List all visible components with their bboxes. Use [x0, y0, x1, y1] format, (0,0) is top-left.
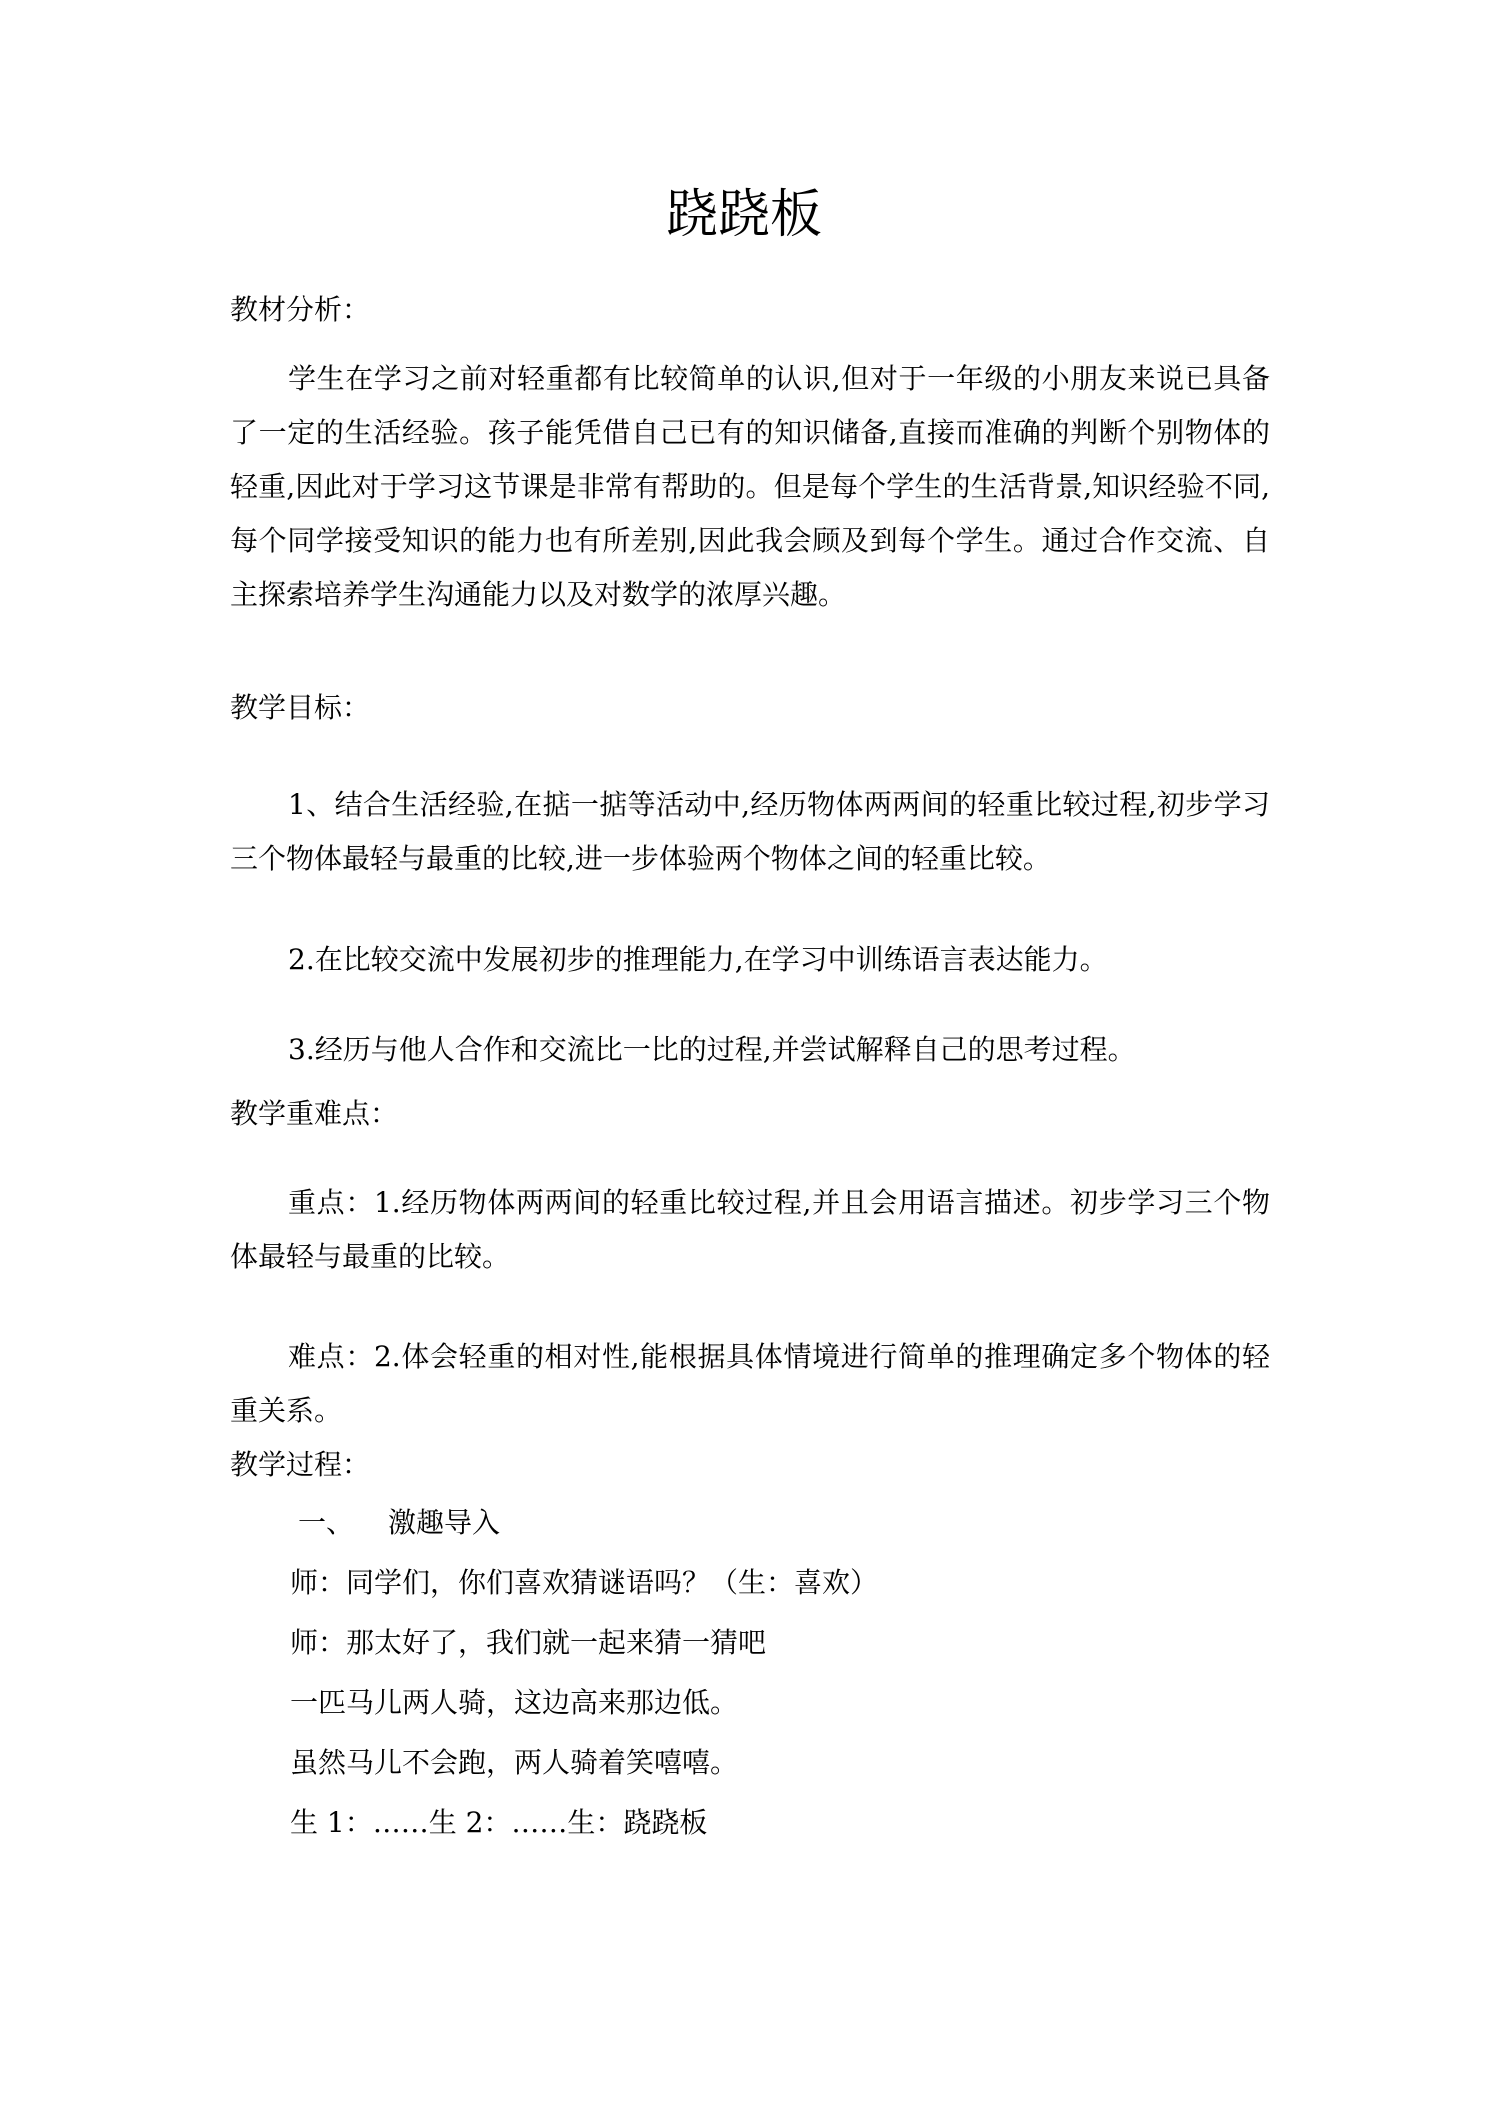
objectives-heading: 教学目标：	[230, 691, 371, 724]
section-number: 一、	[298, 1506, 355, 1539]
objective-item-1: 1、结合生活经验,在掂一掂等活动中,经历物体两两间的轻重比较过程,初步学习三个物体最轻与最重的比较,进一步体验两个物体之间的轻重比较。	[230, 788, 1270, 875]
dialogue-line: 师：同学们，你们喜欢猜谜语吗？（生：喜欢）	[290, 1566, 879, 1599]
difficult-point-paragraph: 难点：2.体会轻重的相对性,能根据具体情境进行简单的推理确定多个物体的轻重关系。	[230, 1340, 1270, 1427]
dialogue-line: 生 1：……生 2：……生：跷跷板	[290, 1806, 708, 1839]
analysis-heading: 教材分析：	[230, 293, 371, 326]
section-title: 激趣导入	[388, 1506, 501, 1539]
process-heading: 教学过程：	[230, 1448, 371, 1481]
objective-item-2: 2.在比较交流中发展初步的推理能力,在学习中训练语言表达能力。	[288, 943, 1108, 976]
page-title: 跷跷板	[665, 185, 822, 245]
objective-item-3: 3.经历与他人合作和交流比一比的过程,并尝试解释自己的思考过程。	[288, 1033, 1136, 1066]
dialogue-line: 师：那太好了，我们就一起来猜一猜吧	[290, 1626, 767, 1659]
key-points-heading: 教学重难点：	[230, 1097, 399, 1130]
key-point-paragraph: 重点：1.经历物体两两间的轻重比较过程,并且会用语言描述。初步学习三个物体最轻与最重的比较。	[230, 1186, 1270, 1273]
dialogue-line: 一匹马儿两人骑，这边高来那边低。	[290, 1686, 739, 1719]
analysis-paragraph: 学生在学习之前对轻重都有比较简单的认识,但对于一年级的小朋友来说已具备了一定的生活经验。孩子能凭借自己已有的知识储备,直接而准确的判断个别物体的轻重,因此对于学习这节课是非常有帮助的。但是每个学生的生活背景,知识经验不同,每个同学接受知识的能力也有所差别,因此我会顾及到每个学生。通过合作交流、自主探索培养学生沟通能力以及对数学的浓厚兴趣。	[230, 362, 1270, 611]
section-heading	[298, 1503, 500, 1543]
dialogue-line: 虽然马儿不会跑，两人骑着笑嘻嘻。	[290, 1746, 739, 1779]
